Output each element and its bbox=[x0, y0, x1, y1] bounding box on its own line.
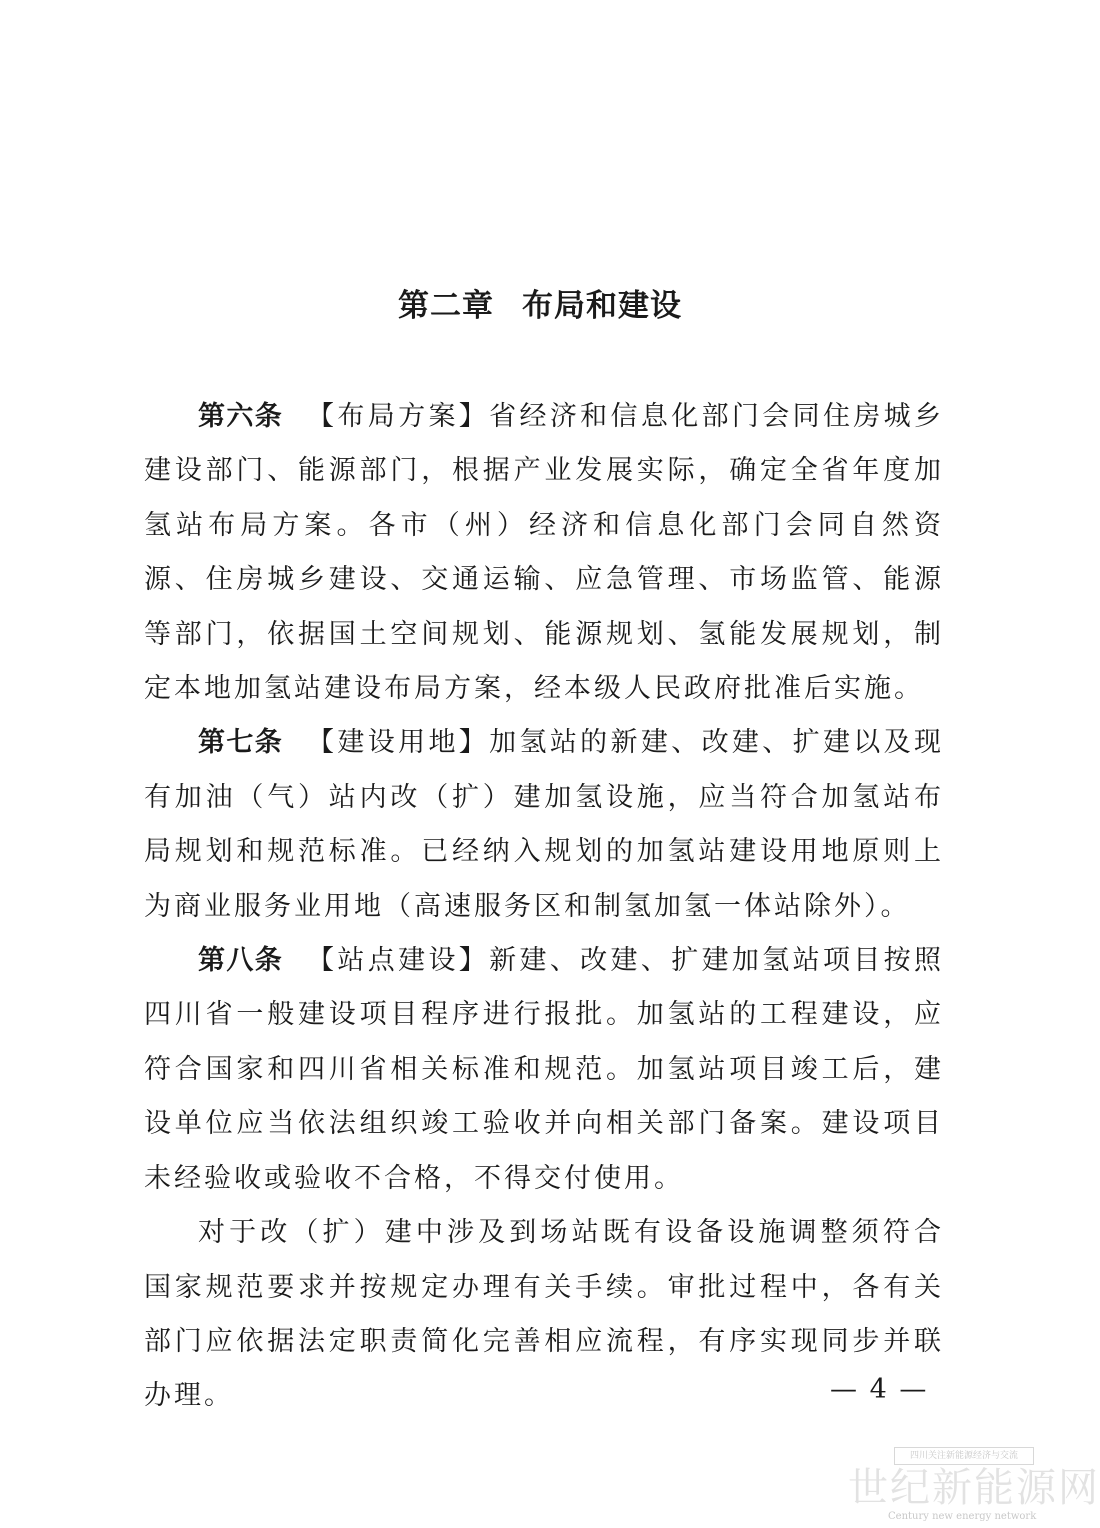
article-number: 第六条 bbox=[198, 401, 284, 432]
article-8 bbox=[144, 934, 944, 1206]
article-text: 【建设用地】加氢站的新建、改建、扩建以及现有加油（气）站内改（扩）建加氢设施，应当符合加氢站布局规划和规范标准。已经纳入规划的加氢站建设用地原则上为商业服务业用地（高速服务区和制氢加氢一体站除外）。 bbox=[144, 727, 945, 922]
article-8-continuation: 对于改（扩）建中涉及到场站既有设备设施调整须符合国家规范要求并按规定办理有关手续。审批过程中，各有关部门应依据法定职责简化完善相应流程，有序实现同步并联办理。 bbox=[144, 1217, 944, 1412]
chapter-title: 布局和建设 bbox=[522, 288, 682, 324]
watermark-logo-text: 世纪新能源网 bbox=[848, 1465, 1100, 1511]
article-number: 第八条 bbox=[198, 945, 284, 977]
article-text: 【站点建设】新建、改建、扩建加氢站项目按照四川省一般建设项目程序进行报批。加氢站的工程建设，应符合国家和四川省相关标准和规范。加氢站项目竣工后，建设单位应当依法组织竣工验收并向相关部门备案。建设项目未经验收或验收不合格，不得交付使用。 bbox=[144, 945, 945, 1194]
watermark-box-text: 四川关注新能源经济与交流 bbox=[894, 1447, 1034, 1465]
article-7 bbox=[144, 716, 944, 934]
document-body bbox=[144, 390, 944, 1424]
chapter-number: 第二章 bbox=[398, 288, 494, 324]
article-number: 第七条 bbox=[198, 727, 284, 759]
page-number: — 4 — bbox=[830, 1374, 929, 1405]
watermark-subtitle: Century new energy network bbox=[888, 1511, 1037, 1522]
chapter-heading bbox=[0, 282, 1080, 330]
article-6 bbox=[144, 390, 944, 716]
article-text: 【布局方案】省经济和信息化部门会同住房城乡建设部门、能源部门，根据产业发展实际，确定全省年度加氢站布局方案。各市（州）经济和信息化部门会同自然资源、住房城乡建设、交通运输、应急管理、市场监管、能源等部门，依据国土空间规划、能源规划、氢能发展规划，制定本地加氢站建设布局方案，经本级人民政府批准后实施。 bbox=[144, 401, 945, 705]
